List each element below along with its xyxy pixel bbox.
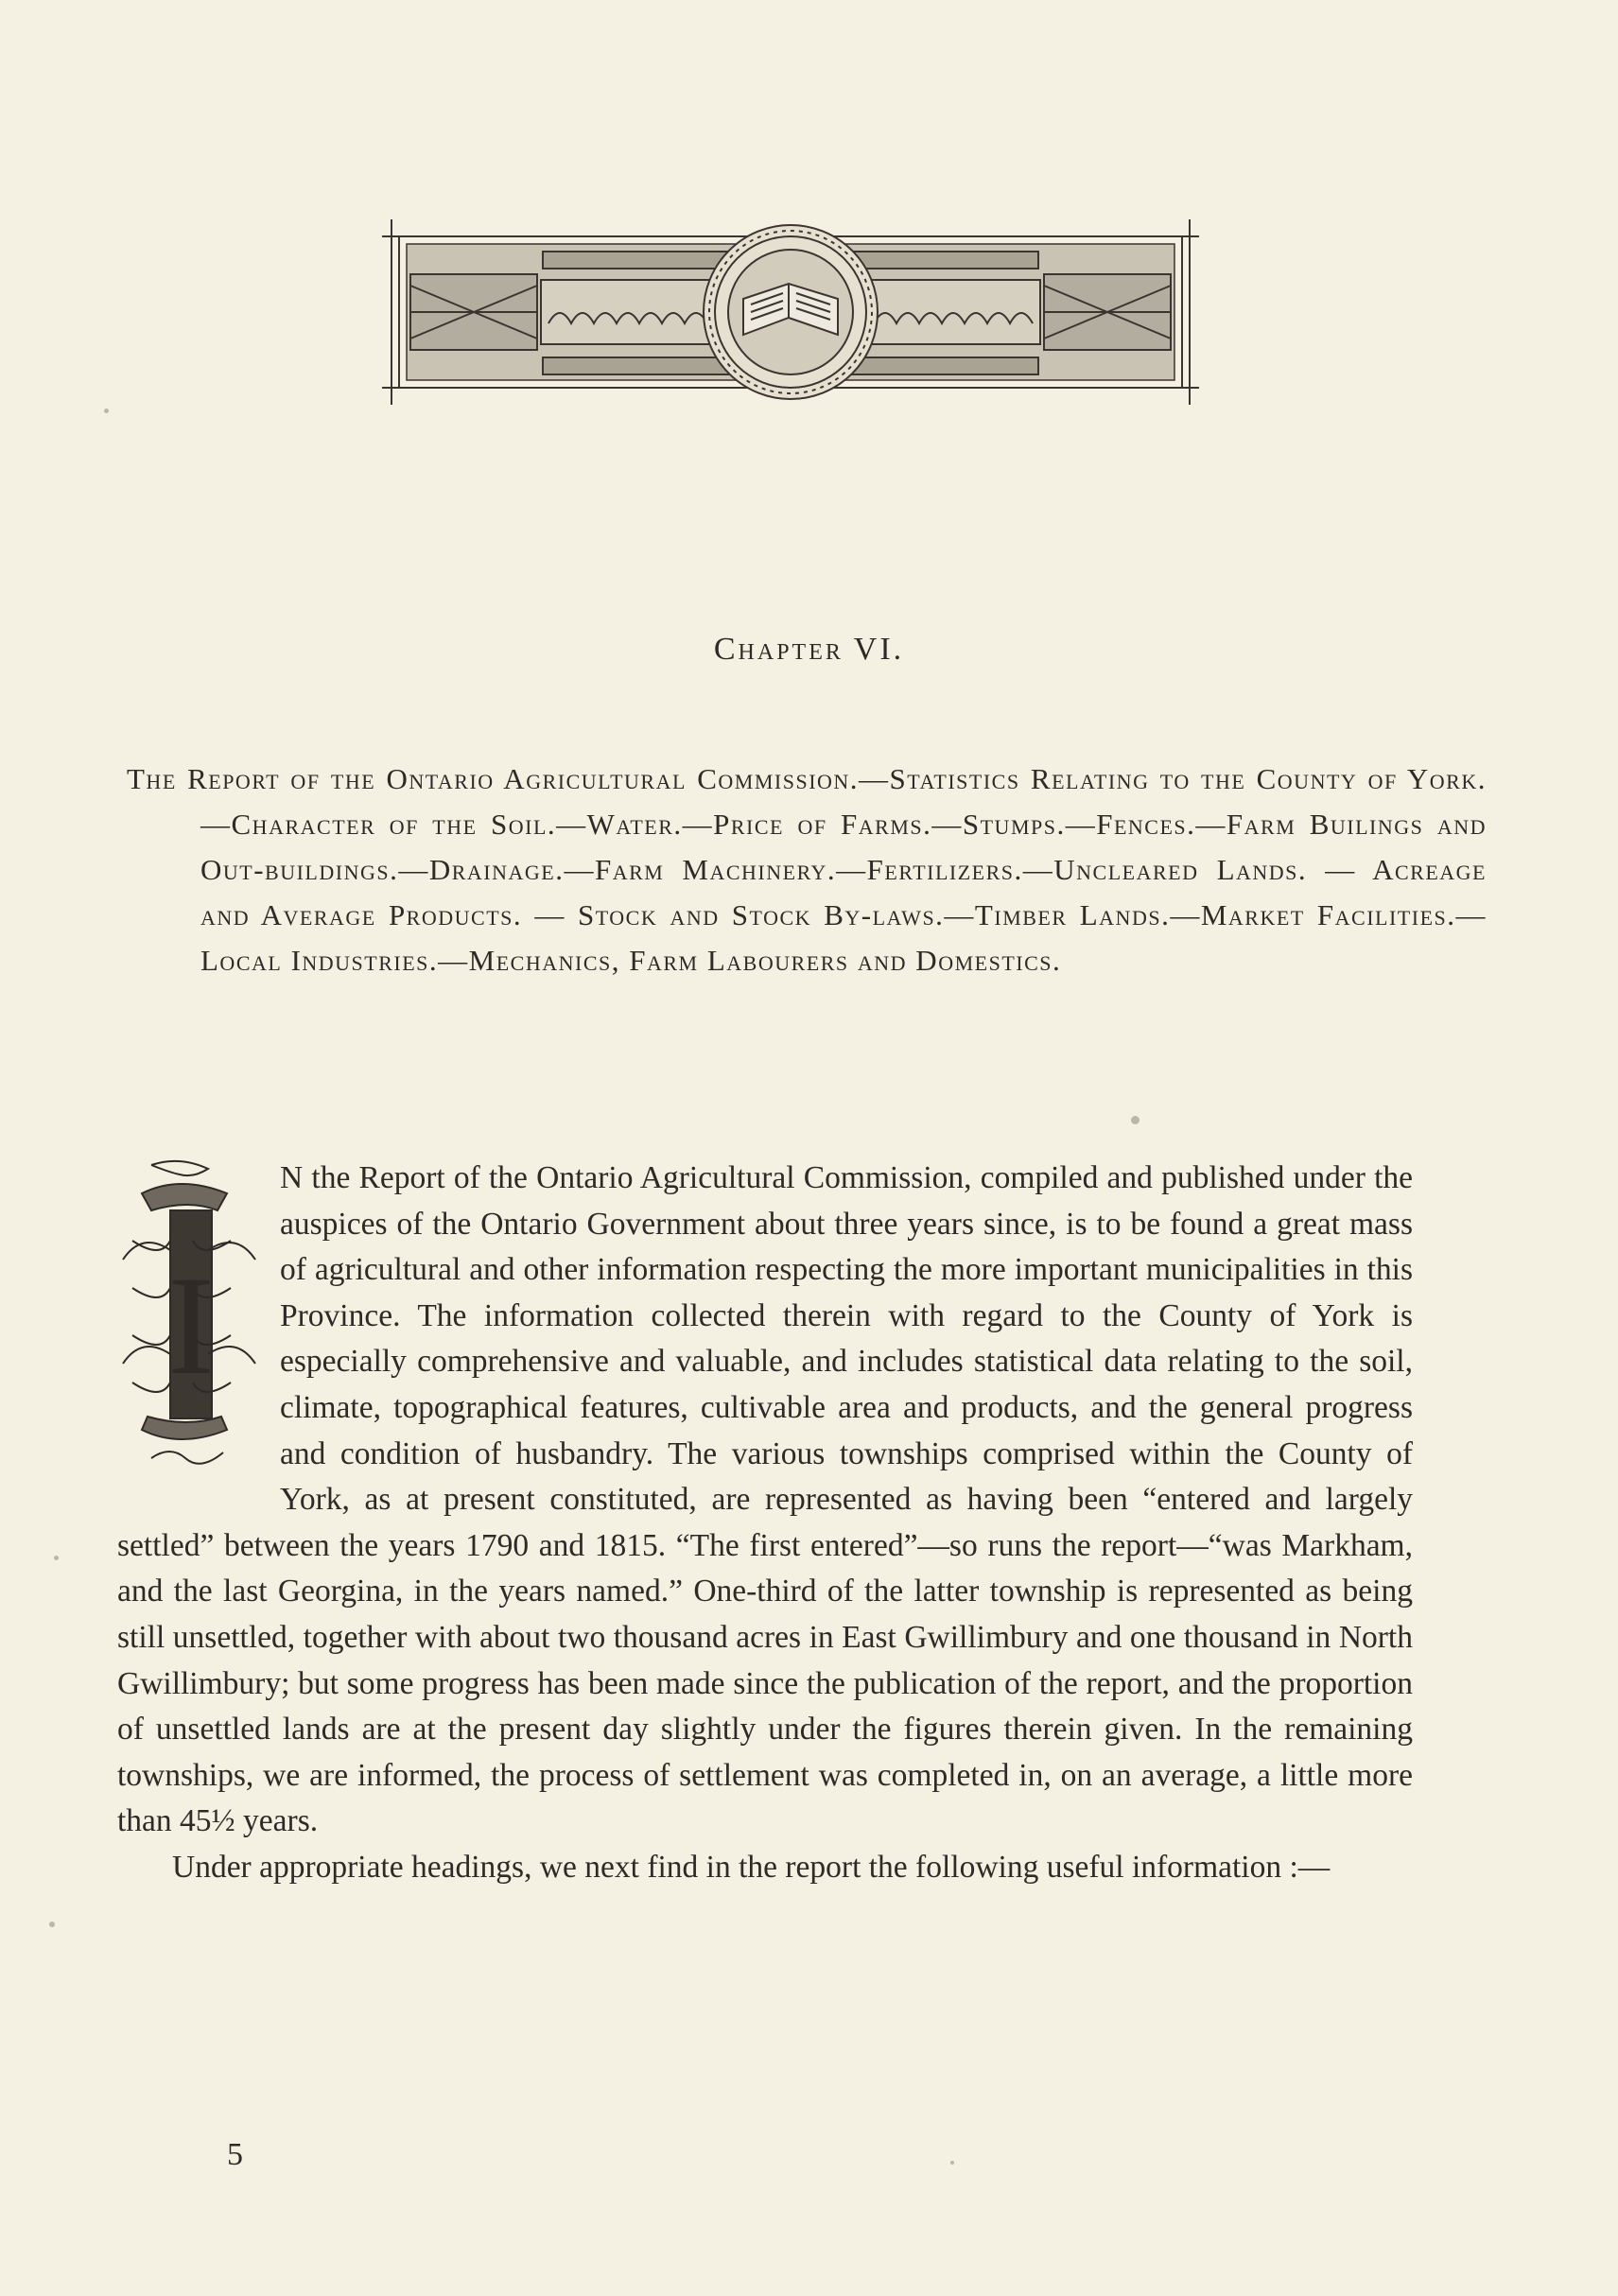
header-ornament bbox=[382, 219, 1199, 405]
paper-speck bbox=[54, 1556, 59, 1560]
initial-letter: I bbox=[167, 1247, 215, 1404]
paper-speck bbox=[104, 409, 109, 413]
ornamental-initial-graphic bbox=[113, 1156, 276, 1479]
paragraph-1 bbox=[117, 1156, 1413, 1845]
decorated-initial bbox=[113, 1156, 276, 1479]
paper-speck bbox=[49, 1922, 55, 1927]
signature-mark: 5 bbox=[227, 2137, 243, 2172]
chapter-title: Chapter VI. bbox=[713, 632, 905, 667]
chapter-synopsis: The Report of the Ontario Agricultural Commission.—Statistics Relating to the County of York.—Character of the Soil.—Water.—Price of Farms.—Stumps.—Fences.—Farm Builings and Out-buildings.—Drainage.—Farm Machinery.—Fertilizers.—Uncleared Lands. — Acreage and Average Products. — Stock and Stock By-laws.—Timber Lands.—Market Facilities.—Local Industries.—Mechanics, Farm Labourers and Domestics. bbox=[127, 762, 1487, 977]
paragraph-1-text: N the Report of the Ontario Agricultural Commission, compiled and published under the auspices of the Ontario Government about three years since, is to be found a great mass of agricultural and other information respecting the more important municipalities in this Province. The information collected therein with regard to the County of York is especially comprehensive and valuable, and includes statistical data relating to the soil, climate, topographical features, cultivable area and products, and the general progress and condition of husbandry. The various townships comprised within the County of York, as at present constituted, are represented as having been “entered and largely settled” between the years 1790 and 1815. “The first entered”—so runs the report—“was Markham, and the last Georgina, in the years named.” One-third of the latter township is represented as being still unsettled, together with about two thousand acres in East Gwillimbury and one thousand in North Gwillimbury; but some progress has been made since the publication of the report, and the proportion of unsettled lands are at the present day slightly under the figures therein given. In the remaining townships, we are informed, the process of settlement was completed in, on an average, a little more than 45½ years. bbox=[117, 1160, 1413, 1839]
paper-speck bbox=[1131, 1116, 1140, 1124]
paper-speck bbox=[950, 2161, 954, 2165]
paragraph-2: Under appropriate headings, we next find in the report the following useful information :— bbox=[172, 1849, 1331, 1885]
body-text bbox=[117, 1156, 1413, 1891]
